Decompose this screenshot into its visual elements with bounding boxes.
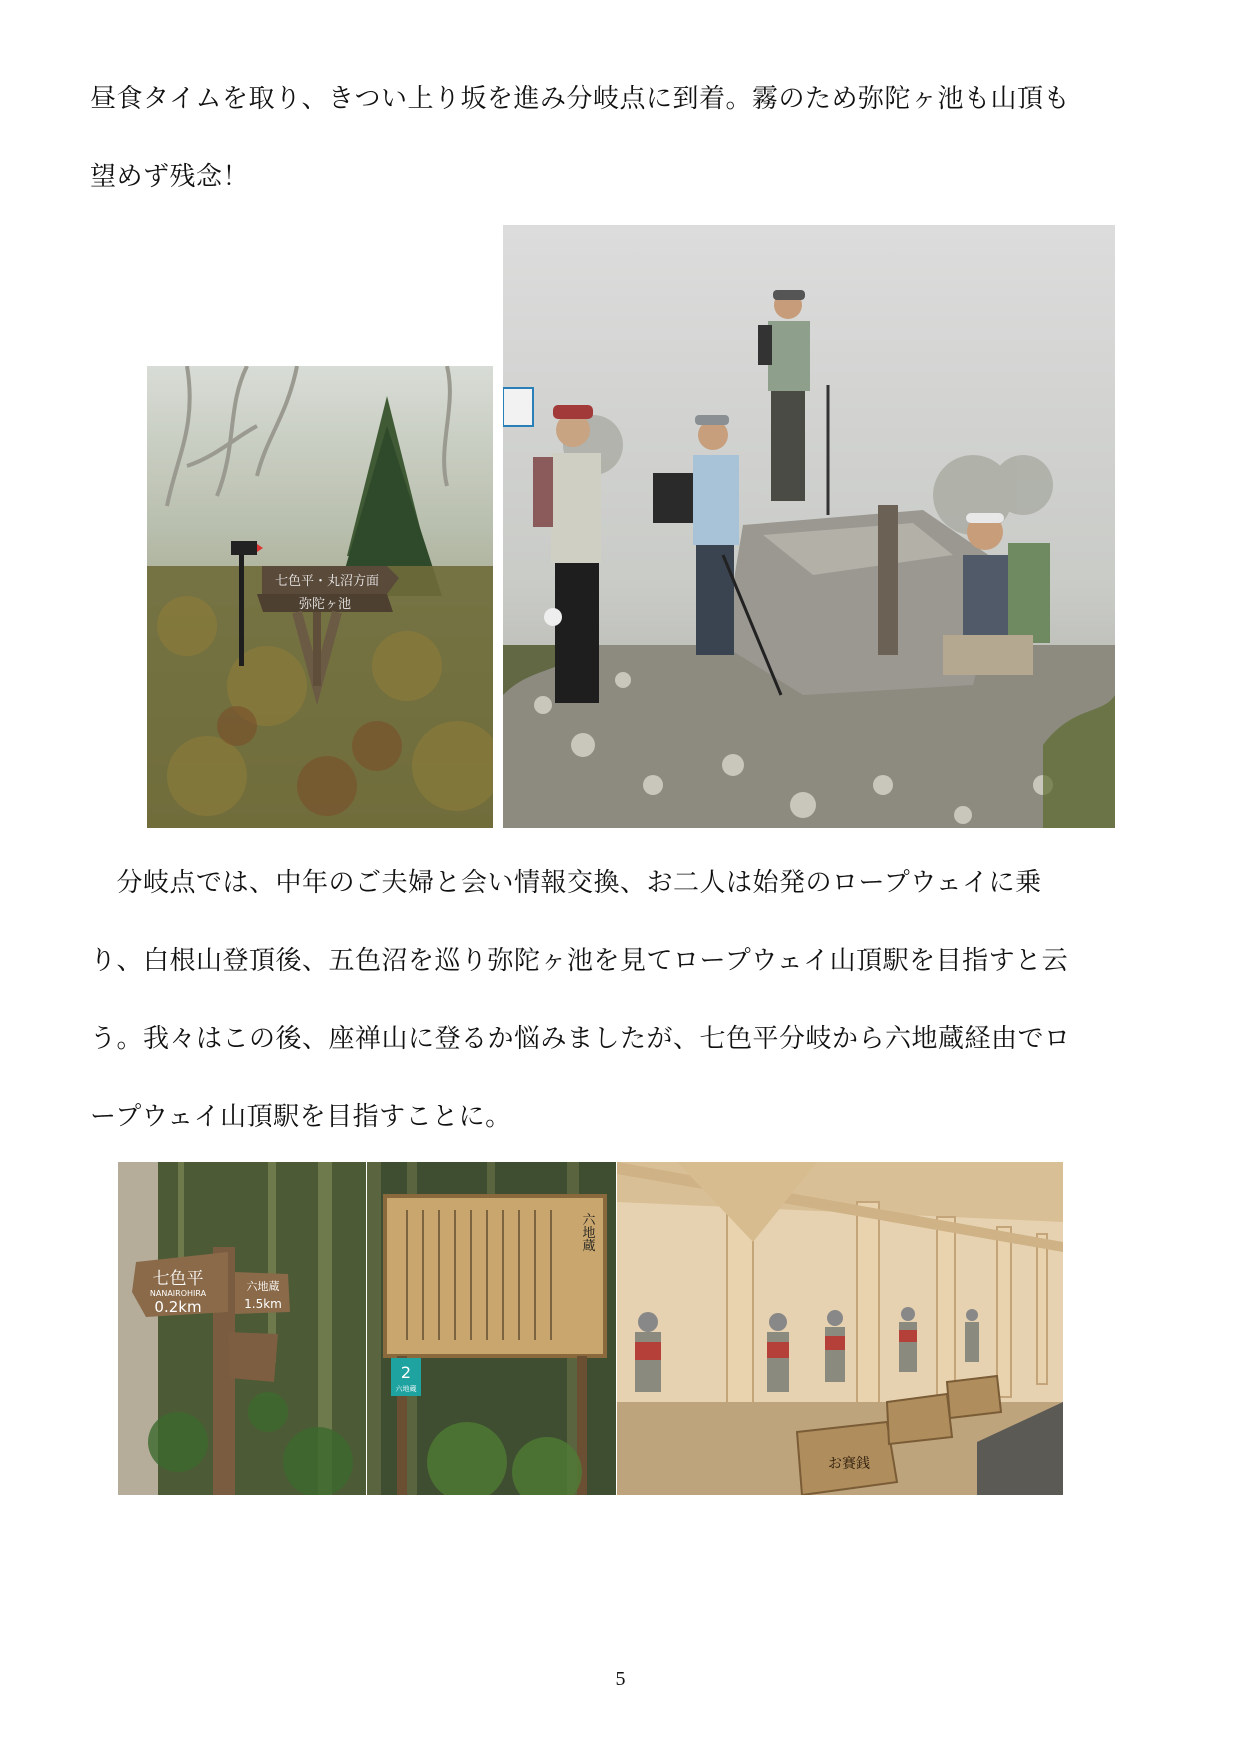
photo-signpost-misty-forest [147,366,493,828]
paragraph1-line1: 昼食タイムを取り、きつい上り坂を進み分岐点に到着。霧のため弥陀ヶ池も山頂も [90,84,1070,114]
trail-sign-name2: 六地蔵 [246,1280,280,1293]
paragraph2-line4: ープウェイ山頂駅を目指すことに。 [90,1102,512,1132]
photo-group-summit-fog [503,225,1115,828]
paragraph1-line2: 望めず残念！ [90,162,250,192]
signpost-text-line1: 七色平・丸沼方面 [274,574,380,589]
paragraph2-line2: り、白根山登頂後、五色沼を巡り弥陀ヶ池を見てロープウェイ山頂駅を目指すと云 [90,946,1069,976]
signpost-text-line2: 弥陀ヶ池 [298,597,352,612]
trail-sign-name: 七色平 [152,1269,204,1289]
board-title: 六地蔵 [579,1212,595,1252]
marker-label: 六地蔵 [395,1385,417,1393]
photo-roku-jizo-board [367,1162,616,1495]
page-number: 5 [615,1668,626,1690]
trail-sign-romaji: NANAIROHIRA [149,1289,207,1298]
trail-sign-distance2: 1.5km [244,1297,282,1311]
offering-box-label: お賽銭 [828,1456,870,1472]
paragraph2-line1: 分岐点では、中年のご夫婦と会い情報交換、お二人は始発のロープウェイに乗 [90,868,1042,898]
photo-trail-signpost [118,1162,366,1495]
marker-number: 2 [400,1363,412,1382]
photo-jizo-shelter [617,1162,1063,1495]
trail-sign-distance1: 0.2km [154,1298,202,1316]
paragraph2-line3: う。我々はこの後、座禅山に登るか悩みましたが、七色平分岐から六地蔵経由でロ [90,1024,1071,1054]
